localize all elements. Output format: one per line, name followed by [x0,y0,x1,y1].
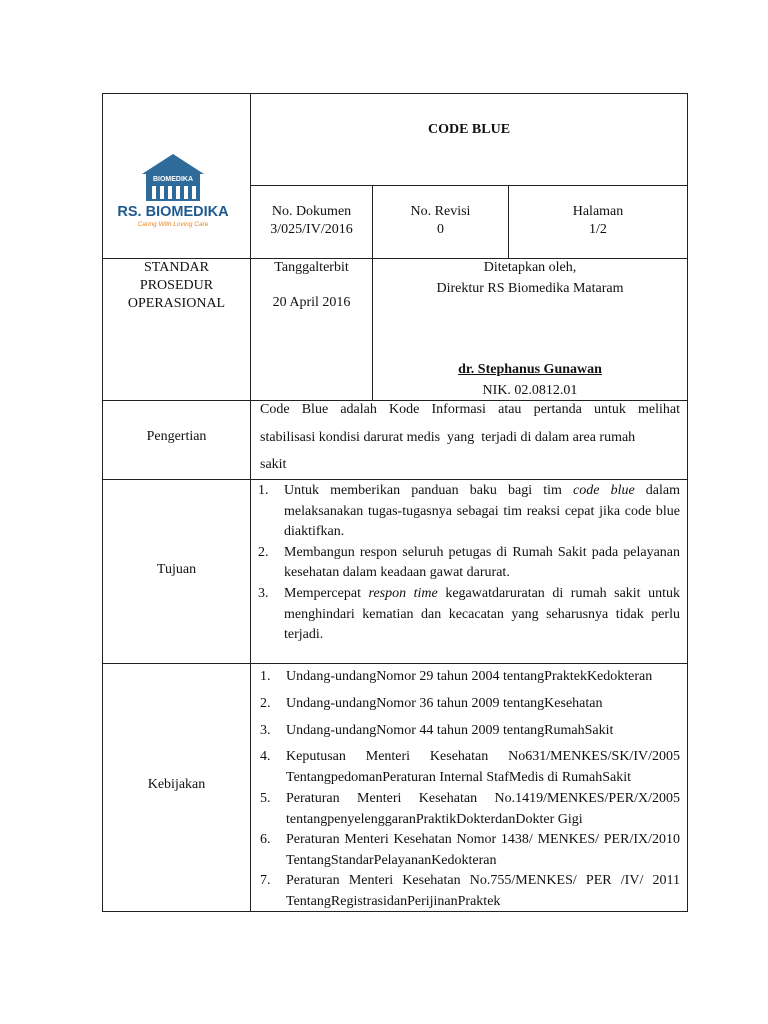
list-item: 5. Peraturan Menteri Kesehatan No.1419/MENKES/PER/X/2005 tentangpenyelenggaranPraktikDokterdanDokter Gigi [260,791,680,827]
signer-name: dr. Stephanus Gunawan [458,362,602,377]
pengertian-line-2: stabilisasi kondisi darurat medis yang terjadi di dalam area rumah [260,430,636,445]
logo-name: RS. BIOMEDIKA [117,204,229,220]
list-item: 2. Membangun respon seluruh petugas di Rumah Sakit pada pelayanan kesehatan dalam keadaan gawat darurat. [258,544,680,581]
director-title: Direktur RS Biomedika Mataram [436,281,624,296]
logo-house-text: BIOMEDIKA [152,176,194,183]
list-item: 6. Peraturan Menteri Kesehatan Nomor 1438/ MENKES/ PER/IX/2010 TentangStandarPelayananKedokteran [260,832,680,868]
sop-line-3: OPERASIONAL [127,296,226,311]
revision-value: 0 [437,222,444,237]
page-value: 1/2 [589,222,607,237]
doc-number-value: 3/025/IV/2016 [270,222,353,237]
document-title: CODE BLUE [427,122,511,137]
pengertian-label: Pengertian [146,429,207,444]
list-item: 1. Untuk memberikan panduan baku bagi tim code blue dalam melaksanakan tugas-tugasnya sebagai tim reaksi cepat jika code blue diaktifkan. [258,483,680,540]
signer-nik: NIK. 02.0812.01 [482,383,578,398]
list-item: 3. Undang-undangNomor 44 tahun 2009 tentangRumahSakit [260,723,614,738]
doc-number-label: No. Dokumen [271,204,352,219]
issued-date-value: 20 April 2016 [272,295,351,310]
set-by-label: Ditetapkan oleh, [483,260,577,275]
list-item: 7. Peraturan Menteri Kesehatan No.755/MENKES/ PER /IV/ 2011 TentangRegistrasidanPerijinanPraktek [260,873,680,909]
revision-label: No. Revisi [410,204,471,219]
tujuan-list [258,481,680,646]
page-label: Halaman [572,204,624,219]
hospital-logo [108,152,238,232]
list-item: 2. Undang-undangNomor 36 tahun 2009 tentangKesehatan [260,696,603,711]
list-item: 1. Undang-undangNomor 29 tahun 2004 tentangPraktekKedokteran [260,669,653,684]
sop-line-2: PROSEDUR [139,278,214,293]
hospital-building-icon [108,152,238,232]
list-item: 3. Mempercepat respon time kegawatdaruratan di rumah sakit untuk menghindari kematian dan kecacatan yang seharusnya tidak perlu terjadi. [258,585,680,643]
issued-date-label: Tanggalterbit [274,260,349,275]
kebijakan-label: Kebijakan [147,777,206,792]
list-item: 4. Keputusan Menteri Kesehatan No631/MENKES/SK/IV/2005 TentangpedomanPeraturan Internal StafMedis di RumahSakit [260,749,680,785]
tujuan-label: Tujuan [156,562,197,577]
pengertian-line-3: sakit [260,457,287,472]
logo-tagline: Caring With Loving Care [137,221,209,228]
pengertian-line-1: Code Blue adalah Kode Informasi atau pertanda untuk melihat [260,402,680,417]
sop-line-1: STANDAR [144,260,209,275]
